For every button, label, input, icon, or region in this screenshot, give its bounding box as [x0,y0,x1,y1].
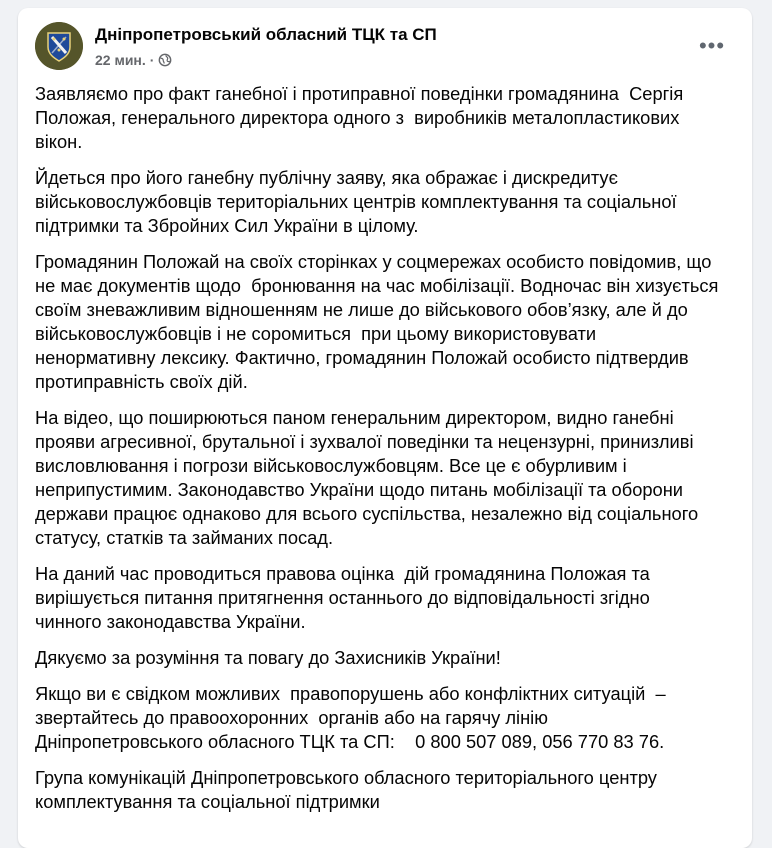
post-paragraph [35,682,735,754]
post-text-line: прояви агресивної, брутальної і зухвалої поведінки та нецензурні, принизливі [35,431,694,452]
post-text-line: висловлювання і погрози військовослужбовцям. Все це є обурливим і [35,455,627,476]
globe-icon[interactable] [158,53,172,67]
post-paragraph [35,250,735,394]
post-paragraph [35,406,735,550]
post-text-line: неприпустимим. Законодавство України щодо питань мобілізації та оборони [35,479,684,500]
post-header [18,8,752,82]
post-timestamp[interactable]: 22 мин. [95,52,146,68]
post-text-line: Йдеться про його ганебну публічну заяву, яка ображає і дискредитує [35,167,618,188]
post-text-line: протиправність своїх дій. [35,371,248,392]
post-paragraph [35,562,735,634]
post-text-line: не має документів щодо бронювання на час мобілізації. Водночас він хизується [35,275,719,296]
post-text-line: комплектування та соціальної підтримки [35,791,380,812]
post-text-line: Заявляємо про факт ганебної і протиправної поведінки громадянина Сергія [35,83,684,104]
page-avatar[interactable] [35,22,83,70]
post-paragraph [35,766,735,814]
post-text-line: своїм зневажливим відношенням не лише до військового обов’язку, але й до [35,299,688,320]
post-paragraph [35,646,735,670]
post-text-line: На даний час проводиться правова оцінка дій громадянина Положая та [35,563,650,584]
post-text-line: Дніпропетровського обласного ТЦК та СП: 0 800 507 089, 056 770 83 76. [35,731,665,752]
post-paragraph [35,166,735,238]
post-paragraph [35,82,735,154]
post-text-line: звертайтесь до правоохоронних органів або на гарячу лінію [35,707,548,728]
post-text-line: військовослужбовців територіальних центрів комплектування та соціальної [35,191,677,212]
post-text-line: підтримки та Збройних Сил України в цілому. [35,215,419,236]
post-text-line: Група комунікацій Дніпропетровського обласного територіального центру [35,767,657,788]
page-name-link[interactable]: Дніпропетровський обласний ТЦК та СП [95,25,437,44]
post-text-line: Положая, генерального директора одного з виробників металопластикових [35,107,680,128]
facebook-post [18,8,752,848]
post-text-line: вікон. [35,131,83,152]
post-text-line: чинного законодавства України. [35,611,306,632]
post-text-line: статусу, статків та займаних посад. [35,527,334,548]
more-options-button[interactable] [694,28,730,64]
post-body [18,82,735,814]
meta-separator: · [149,52,155,68]
post-text-line: ненормативну лексику. Фактично, громадянин Положай особисто підтвердив [35,347,689,368]
more-options-icon: ••• [698,33,726,58]
post-text-line: вирішується питання притягнення останнього до відповідальності згідно [35,587,650,608]
post-text-line: На відео, що поширюються паном генеральним директором, видно ганебні [35,407,674,428]
post-text-line: військовослужбовців і не соромиться при цьому використовувати [35,323,597,344]
post-text-line: Якщо ви є свідком можливих правопорушень або конфліктних ситуацій – [35,683,666,704]
coat-of-arms-icon [35,22,83,70]
post-text-line: Дякуємо за розуміння та повагу до Захисників України! [35,647,501,668]
post-text-line: держави працює однаково для всього суспільства, незалежно від соціального [35,503,699,524]
post-text-line: Громадянин Положай на своїх сторінках у соцмережах особисто повідомив, що [35,251,712,272]
post-meta [95,52,172,68]
